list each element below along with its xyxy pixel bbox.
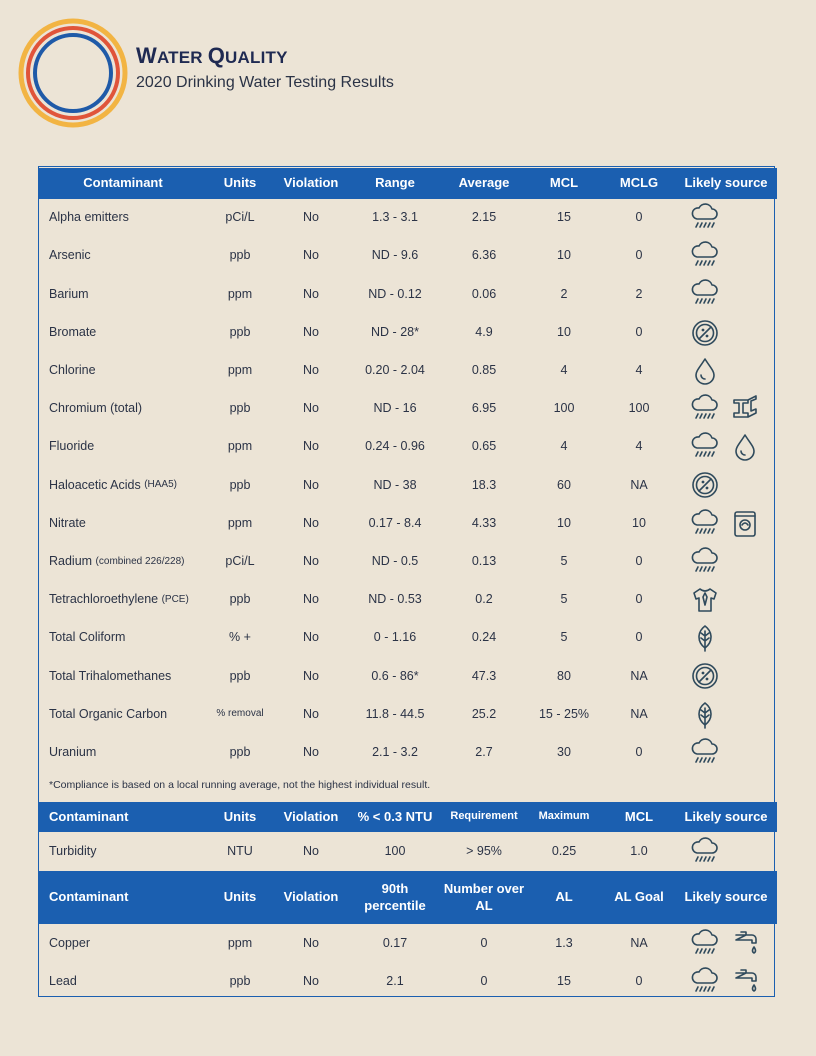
no-bacteria-icon — [690, 470, 720, 500]
contaminant-name — [49, 619, 219, 657]
average-cell: 6.36 — [471, 248, 497, 263]
violation-cell: No — [303, 592, 319, 607]
average-cell: 0.85 — [471, 363, 497, 378]
range-cell: ND - 9.6 — [371, 248, 419, 263]
units-cell: ppb — [229, 974, 251, 989]
table-row — [38, 619, 777, 657]
contaminant-name — [49, 428, 219, 466]
units-cell: ppb — [229, 477, 251, 492]
violation-cell: No — [303, 248, 319, 263]
contaminant-label: Haloacetic Acids — [49, 477, 145, 492]
mcl-cell: 10 — [557, 324, 571, 339]
violation-cell: No — [303, 936, 319, 951]
fertilizer-bag-icon — [730, 509, 760, 539]
contaminant-label: Nitrate — [49, 515, 86, 530]
rain-cloud-icon — [690, 203, 720, 233]
contaminant-label: Fluoride — [49, 439, 95, 454]
likely-source-icons — [690, 275, 720, 313]
likely-source-icons — [690, 963, 760, 1001]
table-row — [38, 390, 777, 428]
mclg-cell: 0 — [635, 745, 643, 760]
table1-header-5: MCL — [549, 175, 579, 191]
water-drop-icon — [730, 432, 760, 462]
logo-rings — [17, 17, 129, 129]
contaminant-name — [49, 696, 219, 734]
leaf-icon — [690, 700, 720, 730]
likely-source-icons — [690, 466, 720, 504]
likely-source-icons — [690, 428, 760, 466]
units-cell: ppm — [227, 286, 253, 301]
table3-header-2: Violation — [283, 889, 339, 905]
number-over-al-cell: 0 — [480, 974, 488, 989]
table-row — [38, 466, 777, 504]
units-cell: ppb — [229, 248, 251, 263]
table1-header-6: MCLG — [619, 175, 659, 191]
mclg-cell: 4 — [635, 439, 643, 454]
units-cell: ppb — [229, 668, 251, 683]
rain-cloud-icon — [690, 394, 720, 424]
contaminant-name — [49, 505, 219, 543]
table-row — [38, 314, 777, 352]
table3-header-0: Contaminant — [49, 889, 129, 905]
mcl-cell: 15 - 25% — [538, 706, 590, 721]
units-cell: % removal — [216, 708, 264, 720]
violation-cell: No — [303, 630, 319, 645]
table1--header-row — [38, 168, 777, 199]
table1-header-7: Likely source — [684, 175, 768, 191]
violation-cell: No — [303, 515, 319, 530]
table3--header-row — [38, 871, 777, 924]
likely-source-icons — [690, 696, 720, 734]
contaminant-label: Uranium — [49, 745, 97, 760]
steel-beam-icon — [730, 394, 760, 424]
range-cell: 0.17 - 8.4 — [368, 515, 422, 530]
average-cell: 6.95 — [471, 401, 497, 416]
table-row — [38, 237, 777, 275]
likely-source-icons — [690, 925, 760, 963]
contaminant-label: Copper — [49, 936, 90, 951]
average-cell: 0.06 — [471, 286, 497, 301]
p90-cell: 0.17 — [382, 936, 408, 951]
range-cell: 0.20 - 2.04 — [365, 363, 425, 378]
al-goal-cell: NA — [630, 936, 648, 951]
mclg-cell: 10 — [632, 515, 646, 530]
mcl-cell: 80 — [557, 668, 571, 683]
mclg-cell: 0 — [635, 210, 643, 225]
average-cell: 4.9 — [475, 324, 493, 339]
mcl-cell: 15 — [557, 210, 571, 225]
likely-source-icons — [690, 619, 720, 657]
units-cell: ppm — [227, 515, 253, 530]
al-cell: 15 — [557, 974, 571, 989]
range-cell: ND - 38 — [373, 477, 417, 492]
contaminant-name — [49, 657, 219, 695]
table3-header-5: AL — [555, 889, 573, 905]
average-cell: 0.2 — [475, 592, 493, 607]
mclg-cell: 0 — [635, 324, 643, 339]
units-cell: ppm — [227, 363, 253, 378]
contaminant-label: Barium — [49, 286, 89, 301]
table-row — [38, 275, 777, 313]
average-cell: 18.3 — [471, 477, 497, 492]
al-cell: 1.3 — [555, 936, 573, 951]
table3-header-3: 90th percentile — [364, 881, 426, 913]
table-row — [38, 428, 777, 466]
range-cell: 0.24 - 0.96 — [365, 439, 425, 454]
no-bacteria-icon — [690, 661, 720, 691]
mclg-cell: 0 — [635, 248, 643, 263]
contaminant-label: Radium — [49, 554, 96, 569]
units-cell: ppb — [229, 745, 251, 760]
contaminant-name — [49, 543, 219, 581]
table-row — [38, 734, 777, 772]
rain-cloud-icon — [690, 509, 720, 539]
contaminant-name — [49, 352, 219, 390]
units-cell: ppm — [227, 936, 253, 951]
mclg-cell: 0 — [635, 630, 643, 645]
range-cell: 0.6 - 86* — [371, 668, 419, 683]
table1-header-2: Violation — [283, 175, 339, 191]
table-row — [38, 925, 777, 963]
mclg-cell: 100 — [628, 401, 650, 416]
likely-source-icons — [690, 390, 760, 428]
violation-cell: No — [303, 668, 319, 683]
contaminant-name — [49, 466, 219, 504]
p90-cell: 2.1 — [386, 974, 404, 989]
contaminant-label: Chlorine — [49, 363, 96, 378]
range-cell: ND - 28* — [371, 324, 419, 339]
contaminant-qualifier: (PCE) — [161, 593, 189, 605]
violation-cell: No — [303, 324, 319, 339]
average-cell: 4.33 — [471, 515, 497, 530]
table2-header-3: % < 0.3 NTU — [357, 808, 433, 824]
rain-cloud-icon — [690, 738, 720, 768]
violation-cell: No — [303, 439, 319, 454]
contaminant-name — [49, 199, 219, 237]
table2-header-6: MCL — [624, 808, 654, 824]
likely-source-icons — [690, 199, 720, 237]
range-cell: ND - 16 — [373, 401, 417, 416]
contaminant-label: Lead — [49, 974, 77, 989]
average-cell: 2.15 — [471, 210, 497, 225]
contaminant-name — [49, 314, 219, 352]
mcl-cell: 30 — [557, 745, 571, 760]
leaf-icon — [690, 623, 720, 653]
range-cell: 1.3 - 3.1 — [372, 210, 418, 225]
units-cell: pCi/L — [225, 554, 255, 569]
mcl-cell: 4 — [560, 439, 568, 454]
table-row — [38, 505, 777, 543]
table3-header-4: Number over AL — [443, 881, 525, 913]
table3-header-7: Likely source — [684, 889, 768, 905]
table-row — [38, 696, 777, 734]
footnote: *Compliance is based on a local running average, not the highest individual result. — [49, 779, 431, 791]
contaminant-label: Total Coliform — [49, 630, 126, 645]
contaminant-name — [49, 925, 219, 963]
mclg-cell: 2 — [635, 286, 643, 301]
likely-source-icons — [690, 352, 720, 390]
no-bacteria-icon — [690, 318, 720, 348]
units-cell: ppm — [227, 439, 253, 454]
contaminant-name — [49, 581, 219, 619]
table-row — [38, 833, 777, 871]
number-over-al-cell: 0 — [480, 936, 488, 951]
table3-header-6: AL Goal — [614, 889, 664, 905]
violation-cell: No — [303, 286, 319, 301]
range-cell: ND - 0.5 — [371, 554, 419, 569]
likely-source-icons — [690, 581, 720, 619]
average-cell: 0.24 — [471, 630, 497, 645]
violation-cell: No — [303, 477, 319, 492]
table1-header-3: Range — [375, 175, 415, 191]
mcl-cell: 2 — [560, 286, 568, 301]
mcl-cell: 60 — [557, 477, 571, 492]
page-title: WATER QUALITY — [136, 43, 288, 68]
table-row — [38, 963, 777, 1001]
contaminant-name — [49, 237, 219, 275]
page-subtitle: 2020 Drinking Water Testing Results — [136, 74, 394, 91]
contaminant-label: Arsenic — [49, 248, 91, 263]
faucet-icon — [730, 929, 760, 959]
rain-cloud-icon — [690, 967, 720, 997]
water-drop-icon — [690, 356, 720, 386]
mcl-cell: 10 — [557, 248, 571, 263]
table-row — [38, 199, 777, 237]
range-cell: 0 - 1.16 — [373, 630, 417, 645]
mclg-cell: NA — [630, 706, 648, 721]
range-cell: ND - 0.12 — [368, 286, 422, 301]
average-cell: 47.3 — [471, 668, 497, 683]
table2-header-0: Contaminant — [49, 808, 129, 824]
contaminant-label: Total Trihalomethanes — [49, 668, 172, 683]
average-cell: 25.2 — [471, 706, 497, 721]
units-cell: % + — [229, 630, 251, 645]
average-cell: 0.13 — [471, 554, 497, 569]
contaminant-label: Alpha emitters — [49, 210, 129, 225]
table2-header-7: Likely source — [684, 808, 768, 824]
likely-source-icons — [690, 237, 720, 275]
mcl-cell: 100 — [553, 401, 575, 416]
units-cell: pCi/L — [225, 210, 255, 225]
violation-cell: No — [303, 844, 319, 859]
units-cell: ppb — [229, 324, 251, 339]
table2-header-2: Violation — [283, 808, 339, 824]
table2--header-row — [38, 802, 777, 832]
contaminant-label: Chromium (total) — [49, 401, 143, 416]
contaminant-name — [49, 734, 219, 772]
contaminant-name — [49, 390, 219, 428]
mclg-cell: 4 — [635, 363, 643, 378]
mclg-cell: NA — [630, 668, 648, 683]
contaminant-label: Bromate — [49, 324, 97, 339]
range-cell: 2.1 - 3.2 — [372, 745, 418, 760]
mclg-cell: 0 — [635, 592, 643, 607]
mcl-cell: 1.0 — [630, 844, 648, 859]
contaminant-qualifier: (combined 226/228) — [95, 555, 185, 567]
contaminant-name — [49, 963, 219, 1001]
rain-cloud-icon — [690, 547, 720, 577]
mcl-cell: 5 — [560, 592, 568, 607]
units-cell: NTU — [227, 844, 253, 859]
mclg-cell: 0 — [635, 554, 643, 569]
violation-cell: No — [303, 745, 319, 760]
table2-header-1: Units — [223, 808, 257, 824]
mcl-cell: 4 — [560, 363, 568, 378]
contaminant-qualifier: (HAA5) — [144, 479, 177, 491]
requirement-cell: > 95% — [466, 844, 502, 859]
contaminant-name — [49, 275, 219, 313]
violation-cell: No — [303, 554, 319, 569]
violation-cell: No — [303, 210, 319, 225]
violation-cell: No — [303, 401, 319, 416]
average-cell: 0.65 — [471, 439, 497, 454]
rain-cloud-icon — [690, 929, 720, 959]
likely-source-icons — [690, 505, 760, 543]
units-cell: ppb — [229, 592, 251, 607]
units-cell: ppb — [229, 401, 251, 416]
mcl-cell: 5 — [560, 630, 568, 645]
table2-header-5: Maximum — [538, 810, 590, 823]
range-cell: ND - 0.53 — [368, 592, 422, 607]
table-row — [38, 581, 777, 619]
table1-header-0: Contaminant — [83, 175, 163, 191]
likely-source-icons — [690, 314, 720, 352]
pct-under-cell: 100 — [384, 844, 406, 859]
violation-cell: No — [303, 363, 319, 378]
al-goal-cell: 0 — [635, 974, 643, 989]
violation-cell: No — [303, 974, 319, 989]
table2-header-4: Requirement — [450, 810, 518, 823]
contaminant-label: Turbidity — [49, 844, 97, 859]
rain-cloud-icon — [690, 279, 720, 309]
likely-source-icons — [690, 657, 720, 695]
likely-source-icons — [690, 833, 720, 871]
table-row — [38, 657, 777, 695]
likely-source-icons — [690, 734, 720, 772]
contaminant-label: Total Organic Carbon — [49, 706, 168, 721]
violation-cell: No — [303, 706, 319, 721]
contaminant-name — [49, 833, 219, 871]
mclg-cell: NA — [630, 477, 648, 492]
average-cell: 2.7 — [475, 745, 493, 760]
rain-cloud-icon — [690, 837, 720, 867]
dry-cleaning-shirt-icon — [690, 585, 720, 615]
table1-header-1: Units — [223, 175, 257, 191]
contaminant-label: Tetrachloroethylene — [49, 592, 162, 607]
table1-header-4: Average — [458, 175, 510, 191]
maximum-cell: 0.25 — [551, 844, 577, 859]
table-row — [38, 352, 777, 390]
faucet-icon — [730, 967, 760, 997]
likely-source-icons — [690, 543, 720, 581]
table3-header-1: Units — [223, 889, 257, 905]
rain-cloud-icon — [690, 241, 720, 271]
range-cell: 11.8 - 44.5 — [365, 706, 425, 721]
table-row — [38, 543, 777, 581]
rain-cloud-icon — [690, 432, 720, 462]
mcl-cell: 5 — [560, 554, 568, 569]
mcl-cell: 10 — [557, 515, 571, 530]
